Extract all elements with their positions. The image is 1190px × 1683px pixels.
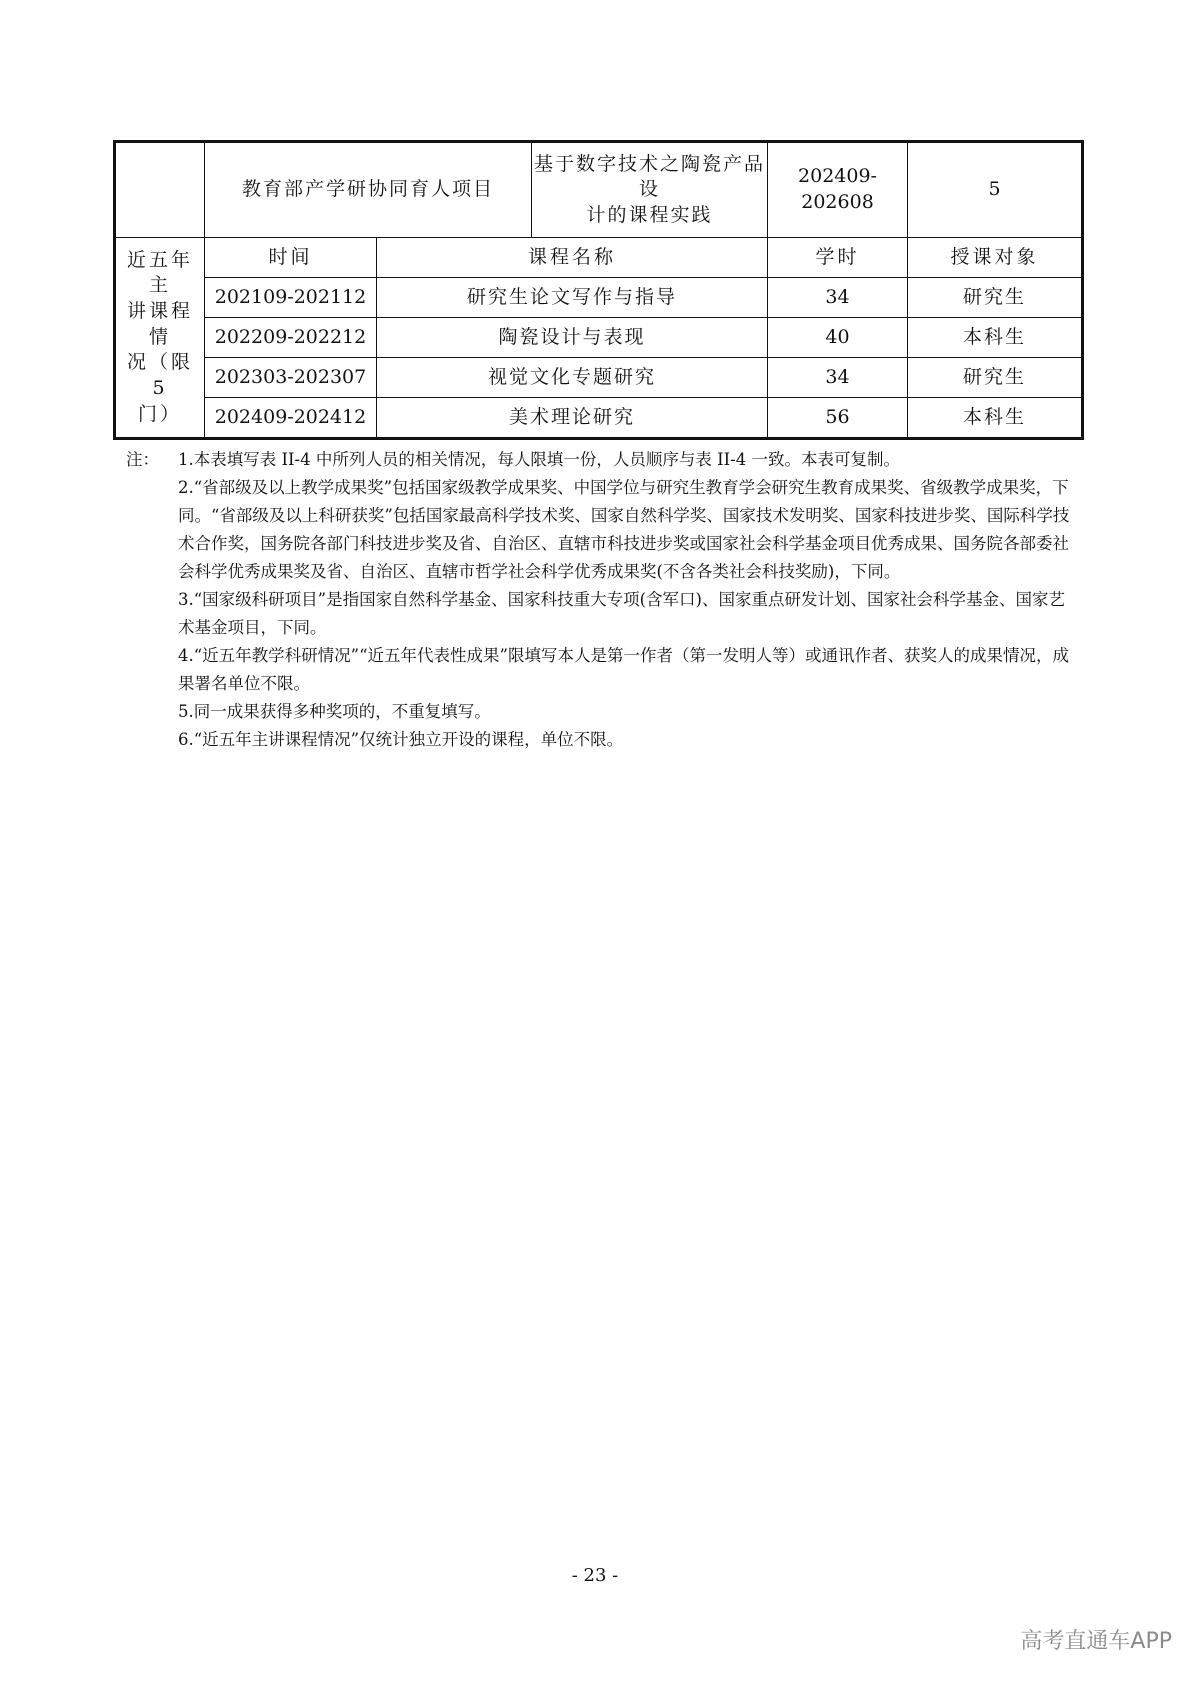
course-audience: 本科生 bbox=[908, 398, 1083, 439]
header-time: 时间 bbox=[205, 238, 377, 278]
course-audience: 本科生 bbox=[908, 318, 1083, 358]
note-text: 1.本表填写表 II-4 中所列人员的相关情况，每人限填一份，人员顺序与表 II-4 一致。本表可复制。 bbox=[178, 450, 900, 469]
label-line: 况（限 5 bbox=[126, 351, 193, 399]
watermark: 高考直通车APP bbox=[1020, 1629, 1172, 1654]
course-name: 研究生论文写作与指导 bbox=[377, 278, 768, 318]
header-audience: 授课对象 bbox=[908, 238, 1083, 278]
course-row bbox=[115, 358, 1083, 398]
header-course-name: 课程名称 bbox=[377, 238, 768, 278]
course-time: 202209-202212 bbox=[205, 318, 377, 358]
label-line: 讲课程情 bbox=[126, 300, 193, 348]
label-line: 近五年主 bbox=[126, 248, 193, 297]
note-item: 2.“省部级及以上教学成果奖”包括国家级教学成果奖、中国学位与研究生教育学会研究生教育成果奖、省级教学成果奖，下同。“省部级及以上科研获奖”包括国家最高科学技术奖、国家自然科学奖、国家技术发明奖、国家科技进步奖、国际科学技术合作奖，国务院各部门科技进步奖及省、自治区、直辖市科技进步奖或国家社会科学基金项目优秀成果、国务院各部委社会科学优秀成果奖及省、自治区、直辖市哲学社会科学优秀成果奖(不含各类社会科技奖励)，下同。 bbox=[178, 478, 1070, 581]
note-item: 6.“近五年主讲课程情况”仅统计独立开设的课程，单位不限。 bbox=[178, 730, 624, 749]
label-line: 门） bbox=[137, 402, 182, 425]
info-table bbox=[113, 140, 1084, 440]
page-number: - 23 - bbox=[571, 1565, 619, 1586]
course-row bbox=[115, 398, 1083, 439]
course-audience: 研究生 bbox=[908, 278, 1083, 318]
course-hours: 40 bbox=[768, 318, 908, 358]
course-hours: 34 bbox=[768, 358, 908, 398]
project-name-line1: 基于数字技术之陶瓷产品设 bbox=[534, 152, 766, 201]
course-time: 202109-202112 bbox=[205, 278, 377, 318]
notes-prefix: 注： bbox=[126, 450, 159, 469]
note-item: 5.同一成果获得多种奖项的，不重复填写。 bbox=[178, 702, 491, 721]
course-hours: 56 bbox=[768, 398, 908, 439]
course-header-row bbox=[115, 238, 1083, 278]
project-name-line2: 计的课程实践 bbox=[586, 203, 713, 226]
courses-section-label bbox=[115, 238, 205, 439]
empty-label-cell bbox=[115, 142, 205, 238]
project-period: 202409-202608 bbox=[768, 142, 908, 238]
course-audience: 研究生 bbox=[908, 358, 1083, 398]
course-name: 视觉文化专题研究 bbox=[377, 358, 768, 398]
course-time: 202409-202412 bbox=[205, 398, 377, 439]
project-type: 教育部产学研协同育人项目 bbox=[242, 178, 495, 201]
course-time: 202303-202307 bbox=[205, 358, 377, 398]
project-name-cell bbox=[532, 142, 768, 238]
notes-section bbox=[126, 446, 1076, 754]
course-name: 美术理论研究 bbox=[377, 398, 768, 439]
course-row bbox=[115, 278, 1083, 318]
note-item: 4.“近五年教学科研情况”“近五年代表性成果”限填写本人是第一作者（第一发明人等）或通讯作者、获奖人的成果情况，成果署名单位不限。 bbox=[178, 646, 1069, 693]
course-hours: 34 bbox=[768, 278, 908, 318]
note-item: 3.“国家级科研项目”是指国家自然科学基金、国家科技重大专项(含军口)、国家重点研发计划、国家社会科学基金、国家艺术基金项目，下同。 bbox=[178, 590, 1065, 637]
project-row bbox=[115, 142, 1083, 238]
note-item bbox=[126, 446, 1076, 474]
project-count: 5 bbox=[908, 142, 1083, 238]
course-row bbox=[115, 318, 1083, 358]
course-name: 陶瓷设计与表现 bbox=[377, 318, 768, 358]
header-hours: 学时 bbox=[768, 238, 908, 278]
project-type-cell bbox=[205, 142, 532, 238]
